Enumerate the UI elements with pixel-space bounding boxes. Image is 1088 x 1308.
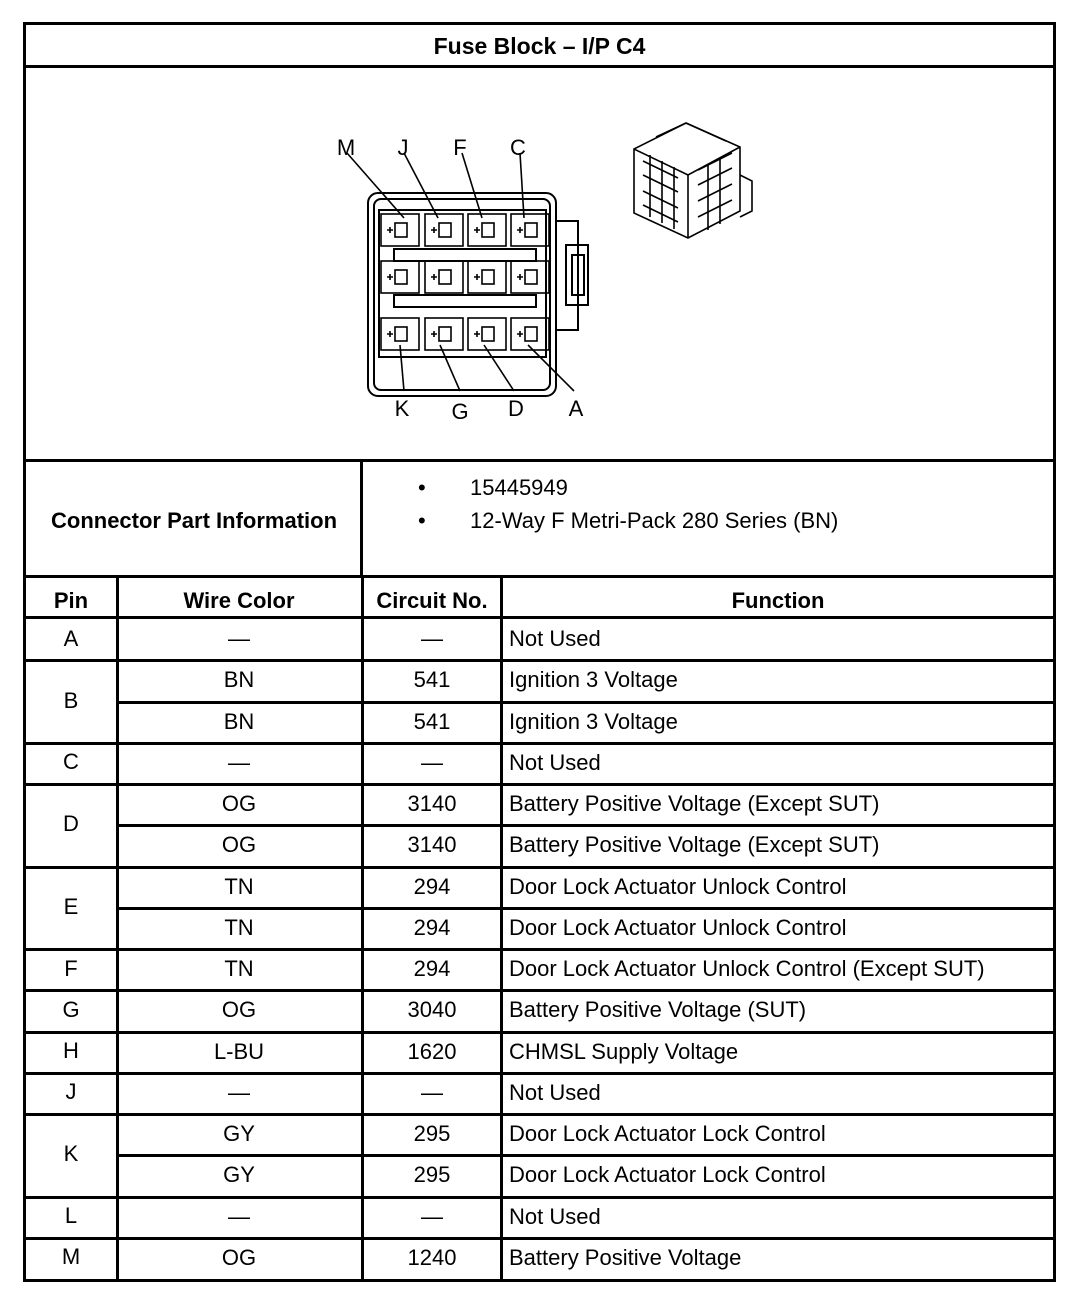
terminal-latch-mark (431, 227, 437, 233)
column-divider (361, 575, 364, 1279)
terminal-pin (482, 270, 494, 284)
pin-cell: G (62, 996, 80, 1022)
wire-color-cell: TN (224, 914, 254, 940)
row-divider (26, 659, 1053, 662)
callout-label: D (508, 396, 524, 421)
wire-color-cell: OG (221, 791, 257, 816)
header-pin: Pin (53, 588, 89, 613)
terminal-latch-mark (431, 331, 437, 337)
callout-leader-line (400, 345, 404, 391)
terminal-cavity (511, 214, 549, 246)
callout-label: C (510, 135, 526, 160)
page-title: Fuse Block – I/P C4 (433, 33, 646, 59)
terminal-pin (525, 223, 537, 237)
callout-leader-line (440, 345, 460, 391)
terminal-latch-mark (517, 331, 523, 337)
circuit-cell: 3140 (407, 791, 457, 816)
pin-cell: B (63, 687, 79, 713)
pin-cell: F (64, 955, 78, 981)
function-cell: Battery Positive Voltage (Except SUT) (509, 832, 880, 858)
circuit-cell: 295 (413, 1121, 451, 1146)
function-cell: Door Lock Actuator Lock Control (509, 1121, 826, 1146)
terminal-cavity (425, 261, 463, 293)
divider (360, 459, 363, 578)
terminal-latch-mark (517, 227, 523, 233)
row-divider (26, 783, 1053, 786)
divider (26, 575, 1053, 578)
pin-cell: M (61, 1244, 81, 1270)
callout-leader-line (484, 345, 514, 391)
wire-color-cell: — (228, 749, 250, 775)
terminal-cavity (468, 214, 506, 246)
terminal-pin (395, 327, 407, 341)
circuit-cell: — (421, 749, 443, 775)
terminal-pin (439, 223, 451, 237)
wire-color-cell: L-BU (213, 1038, 265, 1064)
terminal-latch-mark (517, 274, 523, 280)
terminal-pin (395, 270, 407, 284)
function-cell: Door Lock Actuator Unlock Control (509, 873, 847, 899)
terminal-latch-mark (387, 274, 393, 280)
wire-color-cell: OG (221, 1244, 257, 1270)
terminal-cavity (468, 261, 506, 293)
wire-color-cell: BN (223, 667, 255, 693)
pin-cell: D (63, 811, 79, 837)
callout-leader-line (520, 153, 524, 218)
terminal-pin (525, 270, 537, 284)
terminal-cavity (425, 214, 463, 246)
callout-label: G (451, 399, 469, 424)
circuit-cell: — (421, 626, 443, 651)
row-separator (394, 295, 536, 307)
circuit-cell: 294 (413, 956, 451, 981)
wire-color-cell: BN (223, 708, 255, 734)
pin-cell: A (63, 625, 79, 651)
function-cell: Not Used (509, 749, 601, 775)
wire-color-cell: GY (223, 1162, 255, 1188)
callout-label: K (394, 396, 410, 421)
circuit-cell: — (421, 1203, 443, 1229)
circuit-cell: 3140 (407, 832, 457, 858)
callout-label: F (453, 135, 467, 160)
row-divider (116, 701, 1053, 704)
terminal-latch-mark (387, 227, 393, 233)
row-divider (26, 1031, 1053, 1034)
terminal-latch-mark (387, 331, 393, 337)
terminal-pin (482, 327, 494, 341)
wire-color-cell: — (228, 1203, 250, 1229)
function-cell: Ignition 3 Voltage (509, 667, 678, 693)
function-cell: CHMSL Supply Voltage (509, 1038, 739, 1064)
divider (26, 616, 1053, 619)
callout-label: A (568, 396, 584, 421)
terminal-latch-mark (474, 227, 480, 233)
wire-color-cell: — (228, 1079, 250, 1105)
wire-color-cell: OG (221, 997, 257, 1023)
row-divider (116, 1154, 1053, 1157)
terminal-pin (439, 270, 451, 284)
wire-color-cell: GY (223, 1121, 255, 1146)
circuit-cell: 541 (413, 667, 451, 693)
callout-leader-line (347, 153, 404, 218)
wire-color-cell: OG (221, 832, 257, 858)
circuit-cell: 3040 (407, 997, 457, 1023)
header-circuit: Circuit No. (376, 588, 488, 613)
wire-color-cell: TN (224, 873, 254, 899)
pin-cell: K (63, 1141, 79, 1167)
function-cell: Ignition 3 Voltage (509, 708, 678, 734)
part-number: 15445949 (470, 475, 568, 500)
header-function: Function (731, 588, 825, 613)
terminal-pin (439, 327, 451, 341)
circuit-cell: 541 (413, 708, 451, 734)
wire-color-cell: — (228, 626, 250, 651)
callout-leader-line (462, 153, 482, 218)
function-cell: Not Used (509, 626, 601, 651)
terminal-cavity (381, 261, 419, 293)
row-divider (26, 1072, 1053, 1075)
pin-cell: C (63, 749, 79, 775)
connector-iso-view (634, 123, 752, 238)
circuit-cell: 294 (413, 914, 451, 940)
circuit-cell: 295 (413, 1162, 451, 1188)
terminal-pin (482, 223, 494, 237)
divider (26, 459, 1053, 462)
circuit-cell: — (421, 1079, 443, 1105)
row-divider (26, 948, 1053, 951)
pin-cell: J (65, 1079, 77, 1105)
row-divider (26, 866, 1053, 869)
terminal-latch-mark (474, 274, 480, 280)
row-separator (394, 249, 536, 261)
terminal-pin (395, 223, 407, 237)
terminal-cavity (511, 261, 549, 293)
terminal-cavity (381, 214, 419, 246)
pin-cell: E (63, 893, 79, 919)
pin-cell: H (63, 1038, 79, 1064)
row-divider (26, 989, 1053, 992)
column-divider (116, 575, 119, 1279)
callout-label: J (397, 135, 409, 160)
connector-description: 12-Way F Metri-Pack 280 Series (BN) (470, 508, 839, 533)
circuit-cell: 1620 (407, 1038, 457, 1064)
terminal-cavity (511, 318, 549, 350)
connector-sheet (23, 22, 1056, 1282)
terminal-cavity (425, 318, 463, 350)
terminal-pin (525, 327, 537, 341)
terminal-latch-mark (474, 331, 480, 337)
bullet: • (418, 475, 426, 500)
terminal-cavity (468, 318, 506, 350)
column-divider (500, 575, 503, 1279)
row-divider (116, 907, 1053, 910)
terminal-latch-mark (431, 274, 437, 280)
row-divider (26, 1196, 1053, 1199)
terminal-cavities (381, 214, 549, 350)
header-wire-color: Wire Color (183, 588, 295, 613)
callout-leader-line (404, 153, 438, 218)
callout-label: M (336, 135, 356, 160)
function-cell: Not Used (509, 1079, 601, 1105)
function-cell: Door Lock Actuator Unlock Control (Except SUT) (509, 956, 985, 981)
function-cell: Battery Positive Voltage (Except SUT) (509, 791, 880, 816)
circuit-cell: 1240 (407, 1244, 457, 1270)
pin-cell: L (64, 1203, 78, 1229)
function-cell: Door Lock Actuator Lock Control (509, 1162, 826, 1188)
function-cell: Door Lock Actuator Unlock Control (509, 914, 847, 940)
row-divider (116, 824, 1053, 827)
circuit-cell: 294 (413, 873, 451, 899)
function-cell: Not Used (509, 1203, 601, 1229)
function-cell: Battery Positive Voltage (509, 1244, 742, 1270)
row-divider (26, 1113, 1053, 1116)
wire-color-cell: TN (224, 956, 254, 981)
function-cell: Battery Positive Voltage (SUT) (509, 997, 807, 1023)
bullet: • (418, 508, 426, 533)
connector-info-label: Connector Part Information (50, 508, 338, 533)
row-divider (26, 1237, 1053, 1240)
connector-diagram (26, 25, 1053, 465)
row-divider (26, 742, 1053, 745)
